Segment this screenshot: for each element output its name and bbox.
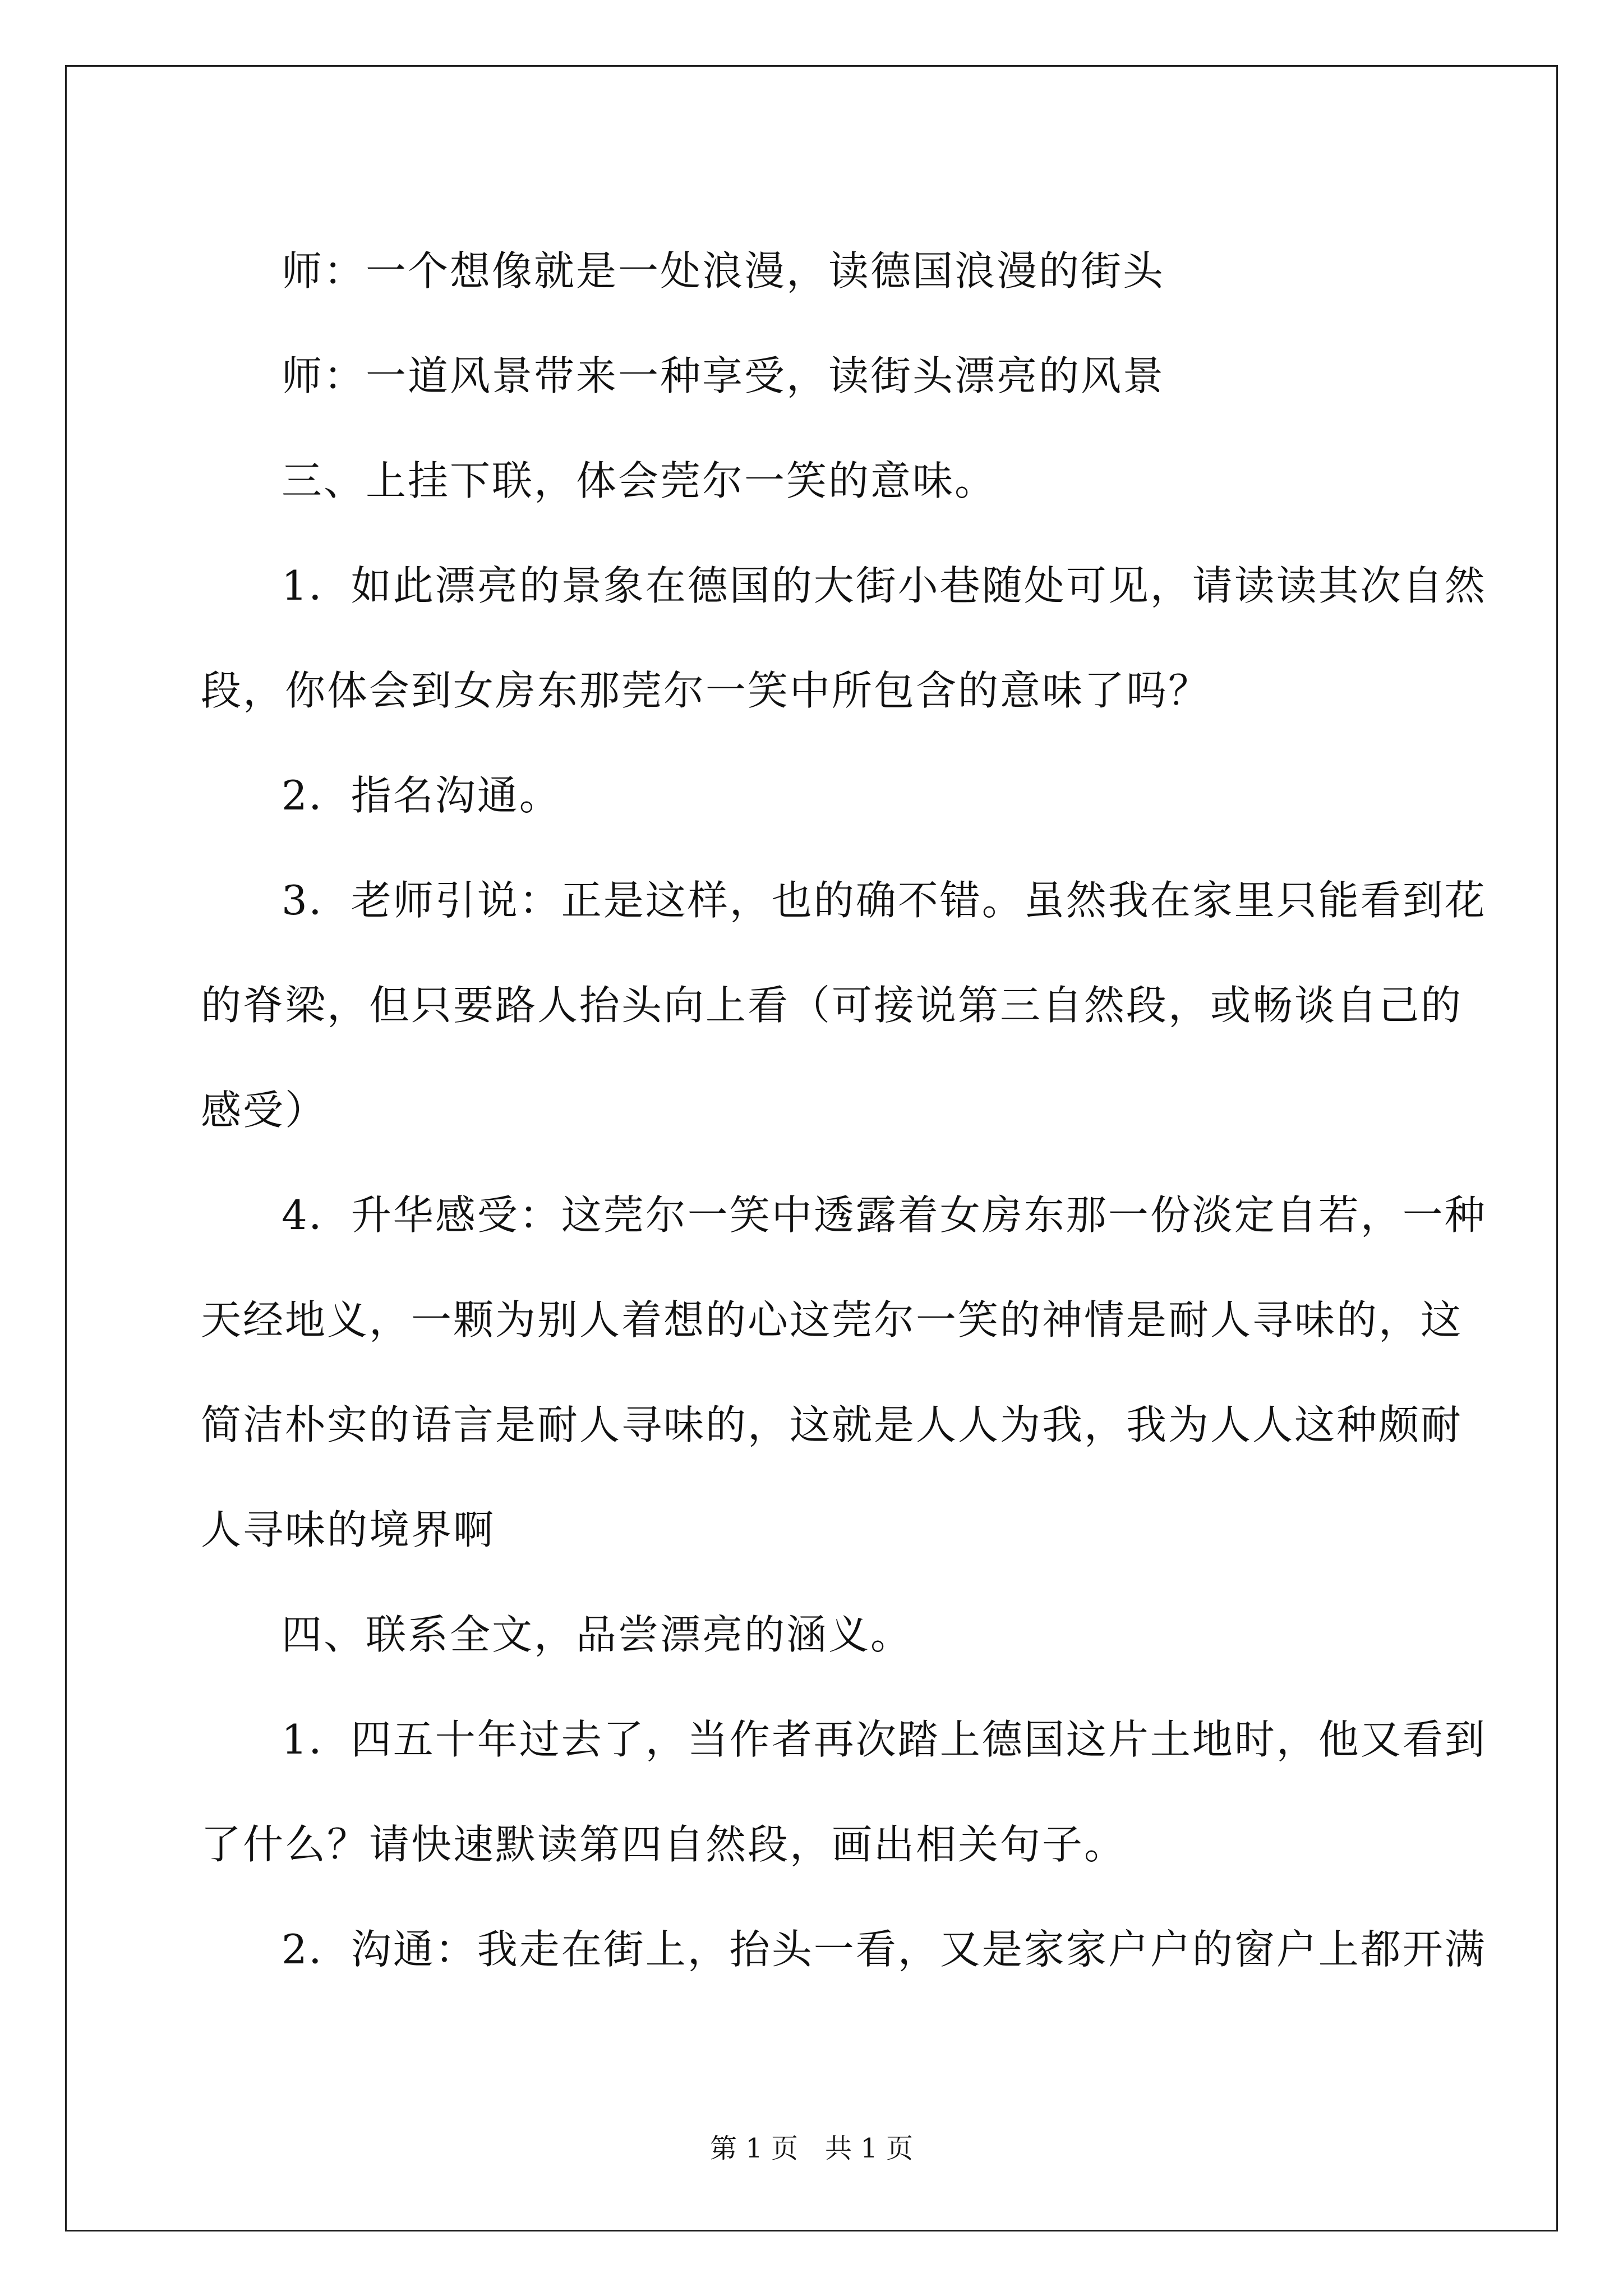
text-line: 3．老师引说：正是这样，也的确不错。虽然我在家里只能看到花 [282, 877, 1487, 924]
text-line: 段，你体会到女房东那莞尔一笑中所包含的意味了吗？ [201, 667, 1211, 714]
text-line: 三、上挂下联，体会莞尔一笑的意味。 [282, 457, 997, 504]
text-line: 2．指名沟通。 [282, 772, 561, 819]
text-line: 人寻味的境界啊 [201, 1506, 496, 1553]
text-line: 简洁朴实的语言是耐人寻味的，这就是人人为我，我为人人这种颇耐 [201, 1401, 1463, 1448]
text-line: 师：一道风景带来一种享受，读街头漂亮的风景 [282, 352, 1165, 399]
text-line: 了什么？请快速默读第四自然段，画出相关句子。 [201, 1821, 1127, 1868]
text-line: 的脊梁，但只要路人抬头向上看（可接说第三自然段，或畅谈自己的 [201, 982, 1463, 1029]
text-line: 感受） [201, 1087, 328, 1134]
text-line: 1．四五十年过去了，当作者再次踏上德国这片土地时，他又看到 [282, 1716, 1487, 1763]
text-line: 1．如此漂亮的景象在德国的大街小巷随处可见，请读读其次自然 [282, 562, 1487, 609]
page-number-footer: 第 1 页 共 1 页 [709, 2133, 914, 2164]
text-line: 四、联系全文，品尝漂亮的涵义。 [282, 1611, 913, 1658]
text-line: 天经地义，一颗为别人着想的心这莞尔一笑的神情是耐人寻味的，这 [201, 1296, 1463, 1343]
text-line: 2．沟通：我走在街上，抬头一看，又是家家户户的窗户上都开满 [282, 1926, 1487, 1973]
document-body [201, 219, 1487, 2002]
text-line: 4．升华感受：这莞尔一笑中透露着女房东那一份淡定自若，一种 [282, 1191, 1487, 1239]
text-line: 师：一个想像就是一处浪漫，读德国浪漫的街头 [282, 247, 1165, 295]
